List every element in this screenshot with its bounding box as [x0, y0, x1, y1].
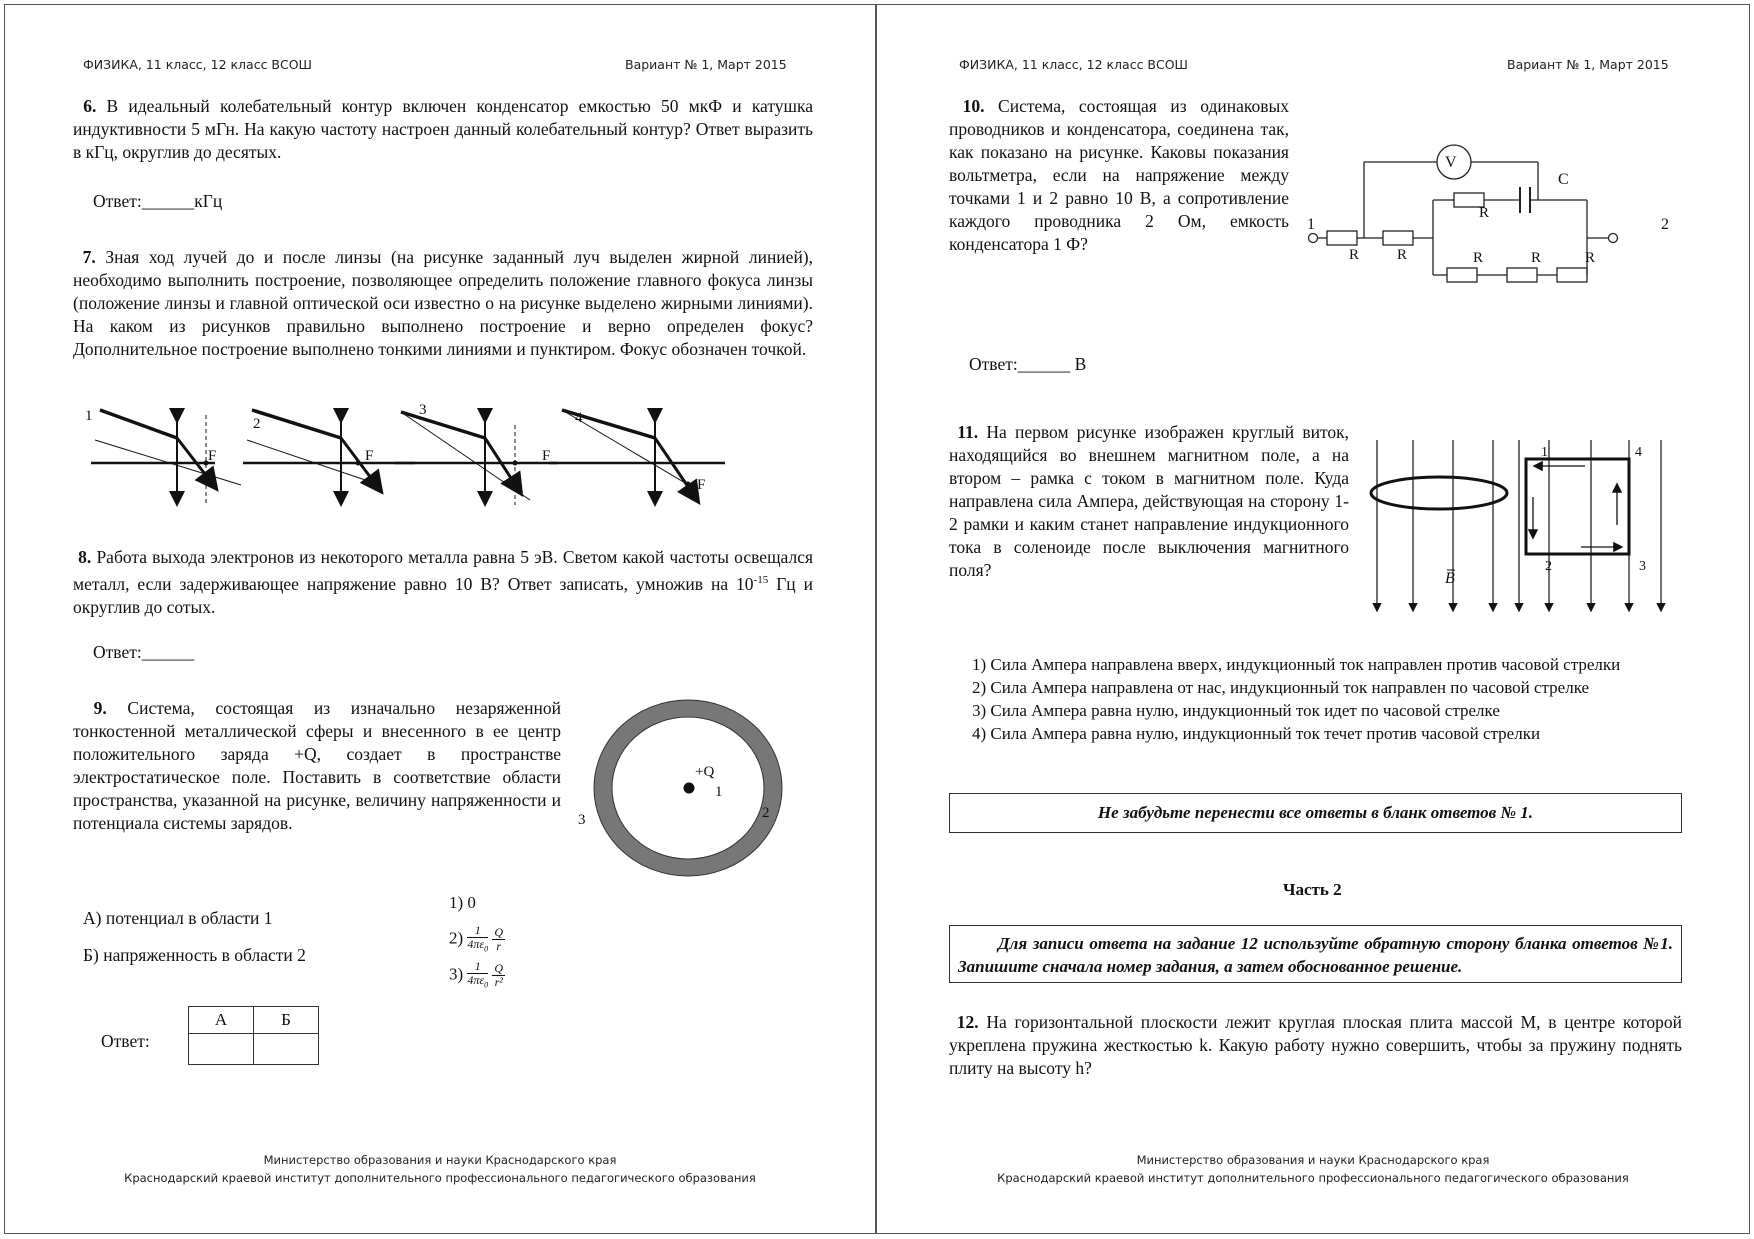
question-6-answer: Ответ:______кГц: [93, 191, 223, 211]
question-7-number: 7.: [82, 247, 96, 267]
region-label-2: 2: [762, 805, 770, 821]
question-6: [73, 95, 813, 164]
question-12-number: 12.: [956, 1012, 979, 1032]
header-left-2: ФИЗИКА, 11 класс, 12 класс ВСОШ: [959, 57, 1188, 72]
focus-label-2: F: [365, 448, 374, 464]
question-11-number: 11.: [957, 422, 979, 442]
frame-label-1: 1: [1541, 445, 1548, 460]
question-7-text: Зная ход лучей до и после линзы (на рисунке заданный луч выделен жирной линией), необходимо выполнить построение, позволяющее определить положение главного фокуса линзы (положение линзы и главной оптической оси известно о на рисунке выделено жирными линиями). На каком из рисунков правильно выполнено построение и верно определен фокус? Дополнительное построение выполнено тонкими линиями и пунктиром. Фокус обозначен точкой.: [73, 247, 814, 359]
frac-den: 4πε: [467, 937, 485, 951]
region-label-3: 3: [578, 812, 586, 828]
frac-r2: r²: [494, 975, 503, 990]
question-9-option-1: 1) 0: [449, 893, 476, 912]
footer-right: [877, 1151, 1749, 1187]
question-9-text: Система, состоящая из изначально незаряженной тонкостенной металлической сферы и внесенного в ее центр положительного заряда +Q, создает в пространстве электростатическое поле. Поставить в соответствие области пространства, указанной на рисунке, величину напряженности и потенциала системы зарядов.: [73, 698, 561, 833]
question-8-exponent: -15: [753, 574, 769, 586]
question-8-text-end: Гц и округлив до сотых.: [73, 573, 813, 617]
notice-box: Не забудьте перенести все ответы в бланк ответов № 1.: [949, 793, 1682, 833]
question-10: [949, 95, 1289, 256]
region-label-1: 1: [715, 784, 723, 800]
question-12-text: На горизонтальной плоскости лежит круглая плоская плита массой М, в центре которой укреплена пружина жесткостью k. Какую работу нужно совершить, чтобы за пружину поднять плиту на высоту h?: [949, 1012, 1682, 1078]
frac-num: 1: [467, 924, 488, 938]
answer-table: [188, 1006, 319, 1065]
question-11-text: На первом рисунке изображен круглый виток, находящийся во внешнем магнитном поле, а на втором – рамка с током в магнитном поле. Куда направлена сила Ампера, действующая на сторону 1-2 рамки и каким станет направление индукционного тока в соленоиде после выключения магнитного поля?: [949, 422, 1350, 580]
question-9-option-3: [449, 960, 505, 991]
lens-figure-2: [243, 410, 415, 503]
question-11-option-2: 2) Сила Ампера направлена от нас, индукционный ток направлен по часовой стрелке: [972, 678, 1590, 697]
question-11-option-3: 3) Сила Ампера равна нулю, индукционный ток идет по часовой стрелке: [972, 701, 1500, 720]
frac-sub: 0: [484, 980, 489, 990]
frac-den: 4πε: [467, 973, 485, 987]
frac-q: Q: [494, 961, 504, 976]
resistor-label-5: R: [1585, 250, 1596, 266]
node-label-2: 2: [1661, 216, 1669, 233]
option-2-frac-1: [467, 924, 488, 955]
header-right-2: Вариант № 1, Март 2015: [1507, 57, 1669, 72]
lens-label-4: 4: [575, 410, 583, 426]
question-9-answer-label: Ответ:: [101, 1031, 150, 1051]
question-9-number: 9.: [93, 698, 107, 718]
footer-left: [5, 1151, 875, 1187]
question-11: [949, 421, 1349, 582]
resistor-label-1: R: [1349, 247, 1360, 263]
answer-table-header-b: Б: [254, 1007, 319, 1034]
option-3-frac-1: [467, 960, 488, 991]
field-label: B: [1445, 570, 1455, 587]
lens-figures: [75, 400, 735, 510]
question-6-text: В идеальный колебательный контур включен конденсатор емкостью 50 мкФ и катушка индуктивности 5 мГн. На какую частоту настроен данный колебательный контур? Ответ выразить в кГц, округлив до десятых.: [73, 96, 814, 162]
footer-line-2: Краснодарский краевой институт дополнительного профессионального педагогического образования: [997, 1171, 1629, 1185]
question-10-number: 10.: [962, 96, 985, 116]
frac-r: r: [496, 939, 502, 954]
option-2-label: 2): [449, 928, 464, 948]
question-11-option-4: 4) Сила Ампера равна нулю, индукционный ток течет против часовой стрелки: [972, 724, 1541, 743]
sphere-figure: [593, 699, 793, 879]
frame-label-3: 3: [1639, 559, 1646, 574]
resistor-label-3: R: [1473, 250, 1484, 266]
charge-label: +Q: [695, 764, 715, 780]
page-right: [876, 4, 1750, 1234]
node-label-1: 1: [1307, 216, 1315, 233]
question-9-item-a: А) потенциал в области 1: [83, 908, 273, 928]
resistor-label-4: R: [1531, 250, 1542, 266]
focus-label-3: F: [542, 448, 551, 464]
frac-num: 1: [467, 960, 488, 974]
lens-label-3: 3: [419, 402, 427, 418]
question-7: [73, 246, 813, 361]
answer-cell-b[interactable]: [254, 1034, 319, 1065]
question-12: [949, 1011, 1682, 1080]
question-9-option-2: [449, 924, 505, 955]
frame-label-2: 2: [1545, 559, 1552, 574]
focus-label-4: F: [697, 477, 706, 493]
option-3-label: 3): [449, 964, 464, 984]
lens-label-1: 1: [85, 408, 93, 424]
question-10-text: Система, состоящая из одинаковых проводников и конденсатора, соединена так, как показано на рисунке. Каковы показания вольтметра, если на напряжение между точками 1 и 2 равно 10 В, а сопротивление каждого проводника 2 Ом, емкость конденсатора 1 Ф?: [949, 96, 1290, 254]
option-3-frac-2: [492, 962, 505, 989]
question-8-text: Работа выхода электронов из некоторого металла равна 5 эВ. Светом какой частоты освещался металл, если задерживающее напряжение равно 10 В? Ответ записать, умножив на 10: [73, 547, 814, 594]
answer-cell-a[interactable]: [189, 1034, 254, 1065]
lens-figure-1: [91, 410, 241, 505]
lens-figure-3: [395, 412, 557, 505]
option-2-frac-2: [492, 926, 505, 953]
question-8: [73, 546, 813, 619]
frac-sub: 0: [484, 944, 489, 954]
header-right: Вариант № 1, Март 2015: [625, 57, 787, 72]
question-6-number: 6.: [83, 96, 97, 116]
question-8-number: 8.: [78, 547, 92, 567]
part-2-title: Часть 2: [1283, 880, 1342, 899]
resistor-label-top: R: [1479, 205, 1490, 221]
header-left: ФИЗИКА, 11 класс, 12 класс ВСОШ: [83, 57, 312, 72]
question-9: [73, 697, 561, 835]
answer-table-header-a: А: [189, 1007, 254, 1034]
footer-line-1: Министерство образования и науки Краснодарского края: [1136, 1153, 1490, 1167]
frame-label-4: 4: [1635, 445, 1642, 460]
resistor-label-2: R: [1397, 247, 1408, 263]
lens-label-2: 2: [253, 416, 261, 432]
question-8-answer: Ответ:______: [93, 642, 195, 662]
focus-label-1: F: [208, 448, 217, 464]
frac-q: Q: [494, 925, 504, 940]
capacitor-label: C: [1558, 171, 1569, 188]
footer-line-1: Министерство образования и науки Краснодарского края: [263, 1153, 617, 1167]
part-2-instruction-text: Для записи ответа на задание 12 используйте обратную сторону бланка ответов №1. Запишите сначала номер задания, а затем обоснованное решение.: [958, 934, 1673, 976]
footer-line-2: Краснодарский краевой институт дополнительного профессионального педагогического образования: [124, 1171, 756, 1185]
question-9-item-b: Б) напряженность в области 2: [83, 945, 306, 965]
voltmeter-label: V: [1445, 154, 1457, 171]
part-2-instruction: [949, 925, 1682, 983]
question-10-answer: Ответ:______ В: [969, 354, 1087, 374]
page-left: [4, 4, 876, 1234]
question-11-option-1: 1) Сила Ампера направлена вверх, индукционный ток направлен против часовой стрелки: [972, 655, 1621, 674]
